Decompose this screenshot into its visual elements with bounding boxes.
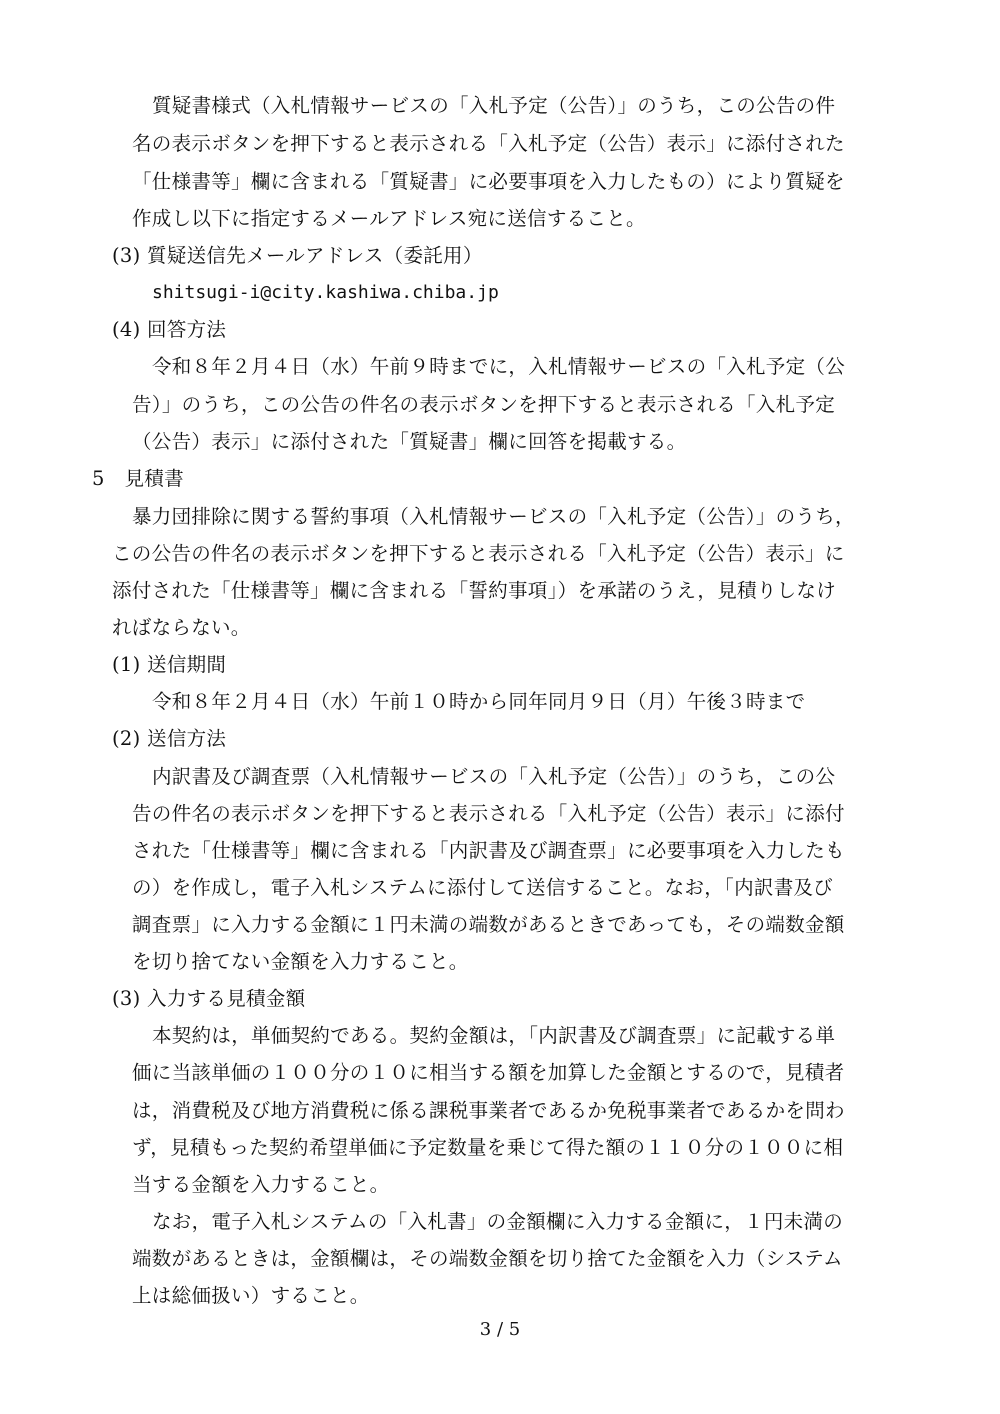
text-line: 当する金額を入力すること。 [132,1173,390,1196]
section-heading: (4) 回答方法 [112,318,227,341]
text-line: 令和８年２月４日（水）午前９時までに，入札情報サービスの「入札予定（公 [152,355,846,378]
text-line: この公告の件名の表示ボタンを押下すると表示される「入札予定（公告）表示」に [112,542,845,565]
text-line: 暴力団排除に関する誓約事項（入札情報サービスの「入札予定（公告）」のうち， [132,505,855,528]
text-line: 告の件名の表示ボタンを押下すると表示される「入札予定（公告）表示」に添付 [132,802,845,825]
text-line: 質疑書様式（入札情報サービスの「入札予定（公告）」のうち，この公告の件 [152,94,836,117]
section-heading: (1) 送信期間 [112,653,227,676]
text-line: 告）」のうち，この公告の件名の表示ボタンを押下すると表示される「入札予定 [132,393,836,416]
text-line: を切り捨てない金額を入力すること。 [132,950,469,973]
text-line: 価に当該単価の１００分の１０に相当する額を加算した金額とするので，見積者 [132,1061,845,1084]
section-heading: (2) 送信方法 [112,727,227,750]
text-line: ればならない。 [112,616,251,639]
text-line: 調査票」に入力する金額に１円未満の端数があるときであっても，その端数金額 [132,913,845,936]
text-line: 本契約は，単価契約である。契約金額は，「内訳書及び調査票」に記載する単 [152,1024,836,1047]
email-address: shitsugi-i@city.kashiwa.chiba.jp [152,282,499,303]
text-line: 端数があるときは，金額欄は，その端数金額を切り捨てた金額を入力（システム [132,1247,843,1270]
text-line: 上は総価扱い）すること。 [132,1284,370,1307]
section-heading: (3) 質疑送信先メールアドレス（委託用） [112,244,483,267]
text-line: 作成し以下に指定するメールアドレス宛に送信すること。 [132,207,646,230]
text-line: ず，見積もった契約希望単価に予定数量を乗じて得た額の１１０分の１００に相 [132,1136,844,1159]
text-line: は，消費税及び地方消費税に係る課税事業者であるか免税事業者であるかを問わ [132,1099,845,1122]
chapter-heading: 5 見積書 [92,467,184,490]
text-line: （公告）表示」に添付された「質疑書」欄に回答を掲載する。 [132,430,687,453]
text-line: 名の表示ボタンを押下すると表示される「入札予定（公告）表示」に添付された [132,132,845,155]
text-line: なお，電子入札システムの「入札書」の金額欄に入力する金額に，１円未満の [152,1210,844,1233]
text-line: された「仕様書等」欄に含まれる「内訳書及び調査票」に必要事項を入力したも [132,839,845,862]
text-line: 内訳書及び調査票（入札情報サービスの「入札予定（公告）」のうち，この公 [152,765,836,788]
text-line: の）を作成し，電子入札システムに添付して送信すること。なお，「内訳書及び [132,876,834,899]
section-heading: (3) 入力する見積金額 [112,987,306,1010]
text-line: 令和８年２月４日（水）午前１０時から同年同月９日（月）午後３時まで [152,690,806,713]
text-line: 添付された「仕様書等」欄に含まれる「誓約事項」）を承諾のうえ，見積りしなけ [112,579,837,602]
text-line: 「仕様書等」欄に含まれる「質疑書」に必要事項を入力したもの）により質疑を [132,170,845,193]
page-number: 3 / 5 [479,1319,521,1340]
